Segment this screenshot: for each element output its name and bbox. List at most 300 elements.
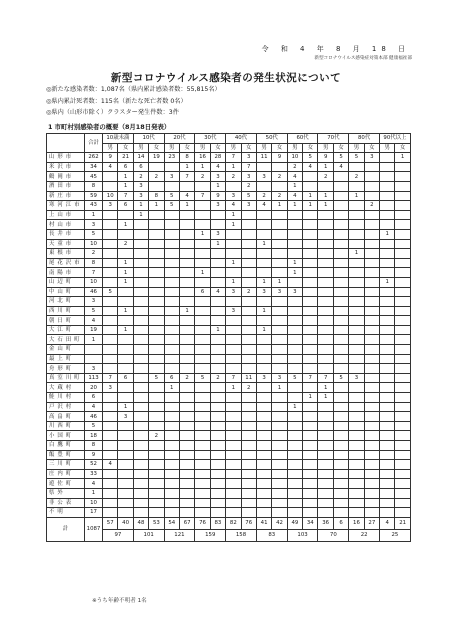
case-count-cell: 1: [118, 258, 133, 268]
case-count-cell: [133, 412, 148, 422]
age-total-cell: 121: [164, 529, 195, 541]
case-count-cell: [195, 412, 210, 422]
header-total: 合計: [85, 134, 103, 153]
case-count-cell: [133, 393, 148, 403]
case-count-cell: [380, 162, 395, 172]
header-sex: 男: [164, 143, 179, 153]
case-count-cell: [103, 402, 118, 412]
case-count-cell: [210, 479, 225, 489]
case-count-cell: [349, 220, 364, 230]
case-count-cell: [226, 393, 241, 403]
total-label: 計: [47, 517, 85, 541]
case-count-cell: [149, 402, 164, 412]
municipality-name: 戸沢村: [47, 402, 85, 412]
municipality-name: 河北町: [47, 297, 85, 307]
age-total-cell: 159: [195, 529, 226, 541]
case-count-cell: [349, 229, 364, 239]
case-count-cell: [226, 268, 241, 278]
case-count-cell: [103, 508, 118, 518]
case-count-cell: [318, 364, 333, 374]
case-count-cell: [333, 421, 348, 431]
case-count-cell: [318, 258, 333, 268]
case-count-cell: [133, 335, 148, 345]
case-count-cell: [272, 488, 287, 498]
case-count-cell: [149, 249, 164, 259]
case-count-cell: [303, 383, 318, 393]
case-count-cell: 5: [333, 153, 348, 163]
case-count-cell: [164, 393, 179, 403]
case-count-cell: 23: [164, 153, 179, 163]
case-count-cell: [333, 488, 348, 498]
table-row: [47, 441, 411, 451]
case-count-cell: [380, 153, 395, 163]
municipality-name: 三川町: [47, 460, 85, 470]
case-count-cell: [195, 220, 210, 230]
case-count-cell: [133, 306, 148, 316]
municipality-total: 5: [85, 229, 103, 239]
case-count-cell: [287, 431, 302, 441]
case-count-cell: [318, 354, 333, 364]
case-count-cell: 1: [380, 277, 395, 287]
case-count-cell: 9: [272, 153, 287, 163]
case-count-cell: [103, 277, 118, 287]
case-count-cell: [103, 393, 118, 403]
case-count-cell: [179, 249, 194, 259]
case-count-cell: 1: [318, 201, 333, 211]
municipality-name: 鶴岡市: [47, 172, 85, 182]
case-count-cell: [179, 229, 194, 239]
case-count-cell: 1: [256, 239, 271, 249]
sex-total-cell: 48: [133, 517, 148, 529]
sex-total-cell: 6: [333, 517, 348, 529]
municipality-case-table: [46, 133, 411, 542]
case-count-cell: [333, 297, 348, 307]
case-count-cell: [333, 220, 348, 230]
table-row: [47, 402, 411, 412]
case-count-cell: [164, 287, 179, 297]
case-count-cell: [395, 431, 410, 441]
sex-total-cell: 54: [164, 517, 179, 529]
case-count-cell: [241, 460, 256, 470]
municipality-name: 金山町: [47, 345, 85, 355]
municipality-name: 最上町: [47, 354, 85, 364]
municipality-total: 46: [85, 287, 103, 297]
case-count-cell: [349, 441, 364, 451]
header-sex: 男: [226, 143, 241, 153]
case-count-cell: 1: [395, 153, 410, 163]
case-count-cell: [380, 498, 395, 508]
sex-total-cell: 83: [210, 517, 225, 529]
case-count-cell: 1: [287, 201, 302, 211]
case-count-cell: [395, 441, 410, 451]
case-count-cell: [272, 354, 287, 364]
case-count-cell: [241, 229, 256, 239]
case-count-cell: [210, 306, 225, 316]
case-count-cell: [226, 508, 241, 518]
case-count-cell: [149, 297, 164, 307]
case-count-cell: [272, 297, 287, 307]
case-count-cell: 2: [226, 172, 241, 182]
case-count-cell: [364, 249, 379, 259]
sex-total-cell: 82: [226, 517, 241, 529]
case-count-cell: [195, 210, 210, 220]
case-count-cell: [103, 488, 118, 498]
case-count-cell: 9: [210, 191, 225, 201]
case-count-cell: [133, 364, 148, 374]
case-count-cell: [364, 181, 379, 191]
case-count-cell: [395, 277, 410, 287]
case-count-cell: [256, 354, 271, 364]
case-count-cell: [287, 354, 302, 364]
sex-total-cell: 76: [241, 517, 256, 529]
case-count-cell: [364, 431, 379, 441]
case-count-cell: [272, 258, 287, 268]
municipality-name: 朝日町: [47, 316, 85, 326]
case-count-cell: [118, 210, 133, 220]
case-count-cell: [395, 469, 410, 479]
case-count-cell: [395, 354, 410, 364]
case-count-cell: [349, 383, 364, 393]
case-count-cell: 3: [133, 191, 148, 201]
case-count-cell: [364, 488, 379, 498]
case-count-cell: [303, 402, 318, 412]
case-count-cell: 5: [303, 153, 318, 163]
case-count-cell: [380, 335, 395, 345]
case-count-cell: [395, 421, 410, 431]
municipality-name: 遊佐町: [47, 479, 85, 489]
case-count-cell: 2: [179, 373, 194, 383]
header-sex: 女: [303, 143, 318, 153]
municipality-total: 20: [85, 383, 103, 393]
case-count-cell: [103, 412, 118, 422]
case-count-cell: [303, 287, 318, 297]
case-count-cell: [333, 364, 348, 374]
case-count-cell: 1: [272, 201, 287, 211]
case-count-cell: [318, 479, 333, 489]
header-age-group: 50代: [256, 134, 287, 144]
case-count-cell: [287, 364, 302, 374]
case-count-cell: [118, 441, 133, 451]
municipality-total: 17: [85, 508, 103, 518]
case-count-cell: [333, 258, 348, 268]
case-count-cell: 1: [210, 239, 225, 249]
sex-total-cell: 57: [103, 517, 118, 529]
case-count-cell: [149, 277, 164, 287]
case-count-cell: 2: [210, 373, 225, 383]
header-sex: 女: [210, 143, 225, 153]
case-count-cell: [179, 508, 194, 518]
case-count-cell: 7: [226, 153, 241, 163]
municipality-name: 上山市: [47, 210, 85, 220]
age-total-cell: 70: [318, 529, 349, 541]
municipality-total: 3: [85, 220, 103, 230]
case-count-cell: [395, 287, 410, 297]
case-count-cell: 1: [118, 268, 133, 278]
municipality-name: 飯豊町: [47, 450, 85, 460]
municipality-name: 南陽市: [47, 268, 85, 278]
municipality-total: 1: [85, 488, 103, 498]
case-count-cell: 7: [195, 191, 210, 201]
case-count-cell: [318, 287, 333, 297]
case-count-cell: [133, 220, 148, 230]
table-total-row-sex: [47, 517, 411, 529]
case-count-cell: [349, 277, 364, 287]
case-count-cell: [241, 239, 256, 249]
case-count-cell: [226, 297, 241, 307]
case-count-cell: [395, 249, 410, 259]
municipality-name: 山形市: [47, 153, 85, 163]
case-count-cell: [349, 498, 364, 508]
case-count-cell: 3: [256, 172, 271, 182]
municipality-name: 非公表: [47, 498, 85, 508]
municipality-total: 1: [85, 335, 103, 345]
sex-total-cell: 36: [318, 517, 333, 529]
case-count-cell: [179, 383, 194, 393]
case-count-cell: 6: [133, 162, 148, 172]
case-count-cell: [256, 402, 271, 412]
case-count-cell: [133, 229, 148, 239]
municipality-total: 10: [85, 277, 103, 287]
case-count-cell: [395, 412, 410, 422]
case-count-cell: [103, 354, 118, 364]
case-count-cell: [303, 306, 318, 316]
case-count-cell: 3: [226, 191, 241, 201]
case-count-cell: 3: [133, 181, 148, 191]
case-count-cell: [149, 258, 164, 268]
case-count-cell: [149, 508, 164, 518]
sex-total-cell: 21: [395, 517, 410, 529]
municipality-total: 7: [85, 268, 103, 278]
municipality-total: [85, 354, 103, 364]
case-count-cell: [103, 335, 118, 345]
case-count-cell: 1: [287, 258, 302, 268]
case-count-cell: 10: [103, 191, 118, 201]
table-row: [47, 229, 411, 239]
case-count-cell: [195, 488, 210, 498]
case-count-cell: [179, 460, 194, 470]
case-count-cell: [395, 181, 410, 191]
case-count-cell: [380, 393, 395, 403]
table-row: [47, 345, 411, 355]
case-count-cell: 1: [256, 306, 271, 316]
case-count-cell: [241, 412, 256, 422]
header-sex: 女: [272, 143, 287, 153]
case-count-cell: [241, 345, 256, 355]
municipality-total: 8: [85, 181, 103, 191]
case-count-cell: 1: [210, 181, 225, 191]
case-count-cell: [287, 335, 302, 345]
case-count-cell: [395, 460, 410, 470]
case-count-cell: [318, 277, 333, 287]
case-count-cell: [364, 345, 379, 355]
header-sex: 女: [333, 143, 348, 153]
case-count-cell: [303, 258, 318, 268]
case-count-cell: [241, 393, 256, 403]
case-count-cell: 2: [272, 172, 287, 182]
case-count-cell: 8: [149, 191, 164, 201]
municipality-name: 大江町: [47, 325, 85, 335]
case-count-cell: [349, 181, 364, 191]
case-count-cell: [287, 421, 302, 431]
case-count-cell: 4: [179, 191, 194, 201]
municipality-name: 県外: [47, 488, 85, 498]
case-count-cell: 3: [256, 373, 271, 383]
case-count-cell: [195, 297, 210, 307]
case-count-cell: 1: [179, 306, 194, 316]
case-count-cell: [364, 441, 379, 451]
table-row: [47, 191, 411, 201]
case-count-cell: 2: [149, 431, 164, 441]
case-count-cell: [164, 306, 179, 316]
case-count-cell: [164, 258, 179, 268]
table-row: [47, 431, 411, 441]
case-count-cell: 3: [210, 172, 225, 182]
case-count-cell: [133, 508, 148, 518]
table-row: [47, 450, 411, 460]
case-count-cell: 1: [118, 277, 133, 287]
municipality-name: 村山市: [47, 220, 85, 230]
case-count-cell: 1: [226, 277, 241, 287]
case-count-cell: [210, 488, 225, 498]
case-count-cell: [241, 479, 256, 489]
case-count-cell: [241, 498, 256, 508]
case-count-cell: [210, 220, 225, 230]
case-count-cell: [179, 393, 194, 403]
case-count-cell: 1: [195, 229, 210, 239]
case-count-cell: [395, 306, 410, 316]
table-row: [47, 277, 411, 287]
case-count-cell: [256, 162, 271, 172]
case-count-cell: 7: [241, 162, 256, 172]
case-count-cell: [287, 345, 302, 355]
case-count-cell: 7: [226, 373, 241, 383]
case-count-cell: [333, 479, 348, 489]
case-count-cell: [164, 229, 179, 239]
case-count-cell: [272, 306, 287, 316]
case-count-cell: [303, 181, 318, 191]
case-count-cell: 4: [287, 191, 302, 201]
case-count-cell: [333, 239, 348, 249]
case-count-cell: [349, 201, 364, 211]
case-count-cell: 1: [179, 201, 194, 211]
case-count-cell: [333, 229, 348, 239]
case-count-cell: [318, 431, 333, 441]
case-count-cell: [272, 508, 287, 518]
table-row: [47, 488, 411, 498]
case-count-cell: [226, 479, 241, 489]
case-count-cell: [164, 364, 179, 374]
case-count-cell: [395, 488, 410, 498]
case-count-cell: [395, 258, 410, 268]
case-count-cell: 5: [333, 373, 348, 383]
municipality-name: 大石田町: [47, 335, 85, 345]
case-count-cell: [380, 479, 395, 489]
case-count-cell: [164, 249, 179, 259]
case-count-cell: [256, 229, 271, 239]
case-count-cell: [380, 508, 395, 518]
case-count-cell: [241, 335, 256, 345]
table-row: [47, 153, 411, 163]
case-count-cell: [318, 450, 333, 460]
case-count-cell: [103, 220, 118, 230]
case-count-cell: [149, 220, 164, 230]
case-count-cell: [333, 201, 348, 211]
case-count-cell: 1: [195, 162, 210, 172]
case-count-cell: [395, 325, 410, 335]
case-count-cell: [380, 364, 395, 374]
case-count-cell: [103, 229, 118, 239]
case-count-cell: [349, 345, 364, 355]
case-count-cell: [287, 498, 302, 508]
case-count-cell: [179, 258, 194, 268]
municipality-total: 34: [85, 162, 103, 172]
case-count-cell: 1: [226, 210, 241, 220]
case-count-cell: [133, 373, 148, 383]
case-count-cell: 1: [226, 162, 241, 172]
case-count-cell: [226, 239, 241, 249]
case-count-cell: [118, 488, 133, 498]
case-count-cell: [210, 441, 225, 451]
case-count-cell: [303, 277, 318, 287]
table-row: [47, 460, 411, 470]
case-count-cell: 4: [303, 162, 318, 172]
case-count-cell: [118, 431, 133, 441]
case-count-cell: [318, 239, 333, 249]
municipality-total: 59: [85, 191, 103, 201]
case-count-cell: [272, 162, 287, 172]
case-count-cell: [272, 402, 287, 412]
case-count-cell: [118, 383, 133, 393]
municipality-name: 中山町: [47, 287, 85, 297]
header-sex: 男: [349, 143, 364, 153]
case-count-cell: [210, 393, 225, 403]
case-count-cell: [318, 325, 333, 335]
case-count-cell: [164, 460, 179, 470]
municipality-name: 寒河江市: [47, 201, 85, 211]
case-count-cell: [318, 210, 333, 220]
table-row: [47, 181, 411, 191]
sex-total-cell: 4: [380, 517, 395, 529]
case-count-cell: [241, 441, 256, 451]
case-count-cell: 1: [210, 325, 225, 335]
case-count-cell: [318, 249, 333, 259]
case-count-cell: [395, 402, 410, 412]
case-count-cell: [256, 210, 271, 220]
case-count-cell: [164, 316, 179, 326]
case-count-cell: 5: [287, 373, 302, 383]
case-count-cell: 3: [364, 153, 379, 163]
case-count-cell: [303, 488, 318, 498]
case-count-cell: 1: [133, 210, 148, 220]
case-count-cell: [179, 450, 194, 460]
case-count-cell: 1: [195, 268, 210, 278]
case-count-cell: [241, 508, 256, 518]
case-count-cell: [164, 450, 179, 460]
table-row: [47, 373, 411, 383]
case-count-cell: 2: [133, 172, 148, 182]
case-count-cell: [380, 450, 395, 460]
case-count-cell: [380, 383, 395, 393]
case-count-cell: [133, 287, 148, 297]
case-count-cell: [226, 325, 241, 335]
municipality-name: 舟形町: [47, 364, 85, 374]
case-count-cell: [349, 297, 364, 307]
case-count-cell: [303, 210, 318, 220]
case-count-cell: 3: [103, 383, 118, 393]
municipality-total: 9: [85, 450, 103, 460]
case-count-cell: [364, 412, 379, 422]
case-count-cell: [287, 277, 302, 287]
